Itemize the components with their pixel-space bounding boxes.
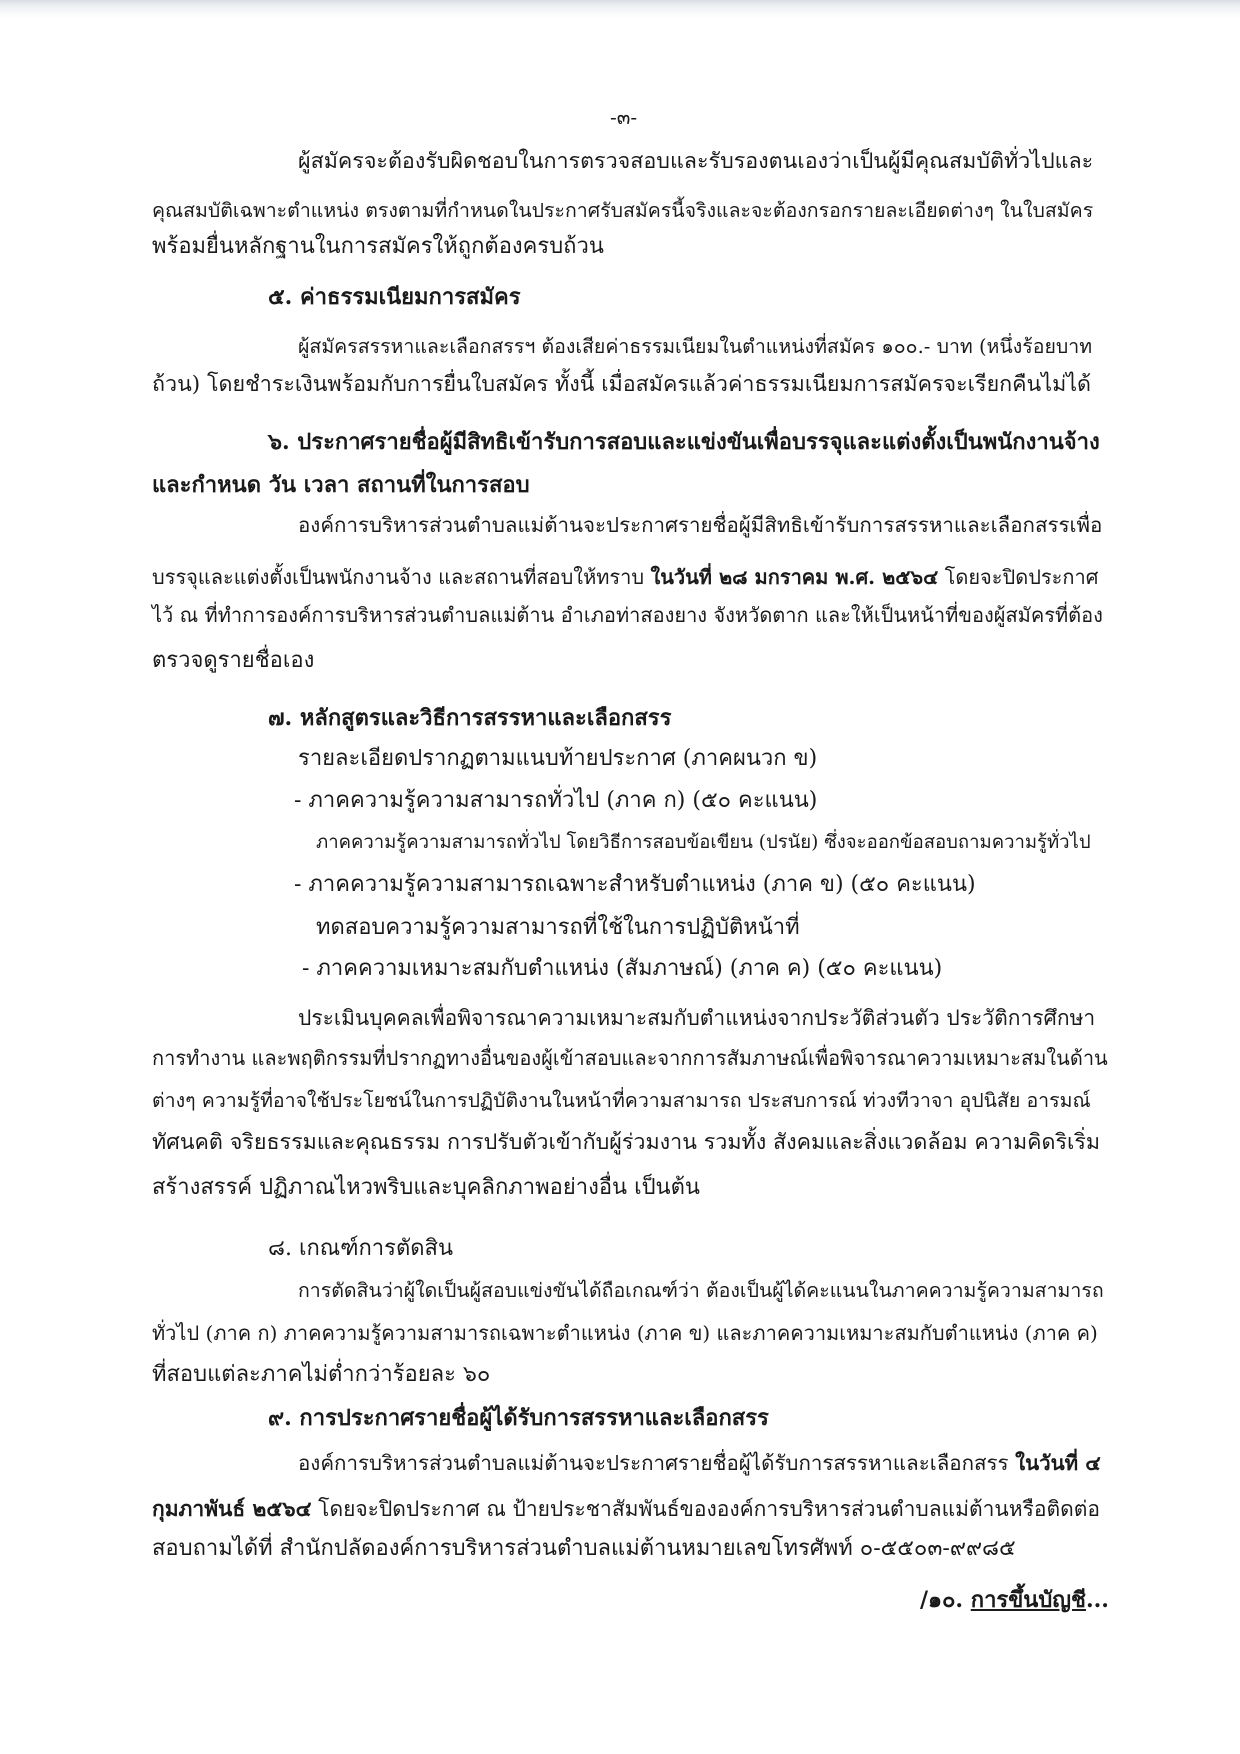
section-9-line-3: สอบถามได้ที่ สำนักปลัดองค์การบริหารส่วนตำบลแม่ต้านหมายเลขโทรศัพท์ ๐-๕๕๐๓-๙๙๘๕ bbox=[152, 1536, 1016, 1561]
section-7-line-7: ประเมินบุคคลเพื่อพิจารณาความเหมาะสมกับตำแหน่งจากประวัติส่วนตัว ประวัติการศึกษา bbox=[298, 1006, 1096, 1030]
intro-line-3: พร้อมยื่นหลักฐานในการสมัครให้ถูกต้องครบถ้วน bbox=[152, 234, 604, 259]
section-9-line-2-text: โดยจะปิดประกาศ ณ ป้ายประชาสัมพันธ์ขององค์การบริหารส่วนตำบลแม่ต้านหรือติดต่อ bbox=[311, 1497, 1100, 1521]
section-6-line-4: ตรวจดูรายชื่อเอง bbox=[152, 648, 315, 673]
continuation-footer bbox=[920, 1585, 1109, 1615]
section-7-line-1: รายละเอียดปรากฏตามแนบท้ายประกาศ (ภาคผนวก ข) bbox=[298, 746, 818, 771]
section-9-line-1 bbox=[298, 1448, 1101, 1478]
section-6-line-2 bbox=[152, 562, 1098, 592]
section-6-line-2-end: โดยจะปิดประกาศ bbox=[938, 565, 1099, 589]
announcement-date: ในวันที่ ๒๘ มกราคม พ.ศ. ๒๕๖๔ bbox=[650, 565, 939, 589]
section-8-line-3: ที่สอบแต่ละภาคไม่ต่ำกว่าร้อยละ ๖๐ bbox=[152, 1362, 491, 1387]
section-7-line-8: การทำงาน และพฤติกรรมที่ปรากฏทางอื่นของผู้เข้าสอบและจากการสัมภาษณ์เพื่อพิจารณาความเหมาะสมในด้าน bbox=[152, 1046, 1108, 1070]
page-number: -๓- bbox=[610, 105, 638, 129]
section-6-heading-2: และกำหนด วัน เวลา สถานที่ในการสอบ bbox=[152, 472, 530, 498]
section-9-heading: ๙. การประกาศรายชื่อผู้ได้รับการสรรหาและเลือกสรร bbox=[268, 1405, 769, 1431]
section-5-heading: ๕. ค่าธรรมเนียมการสมัคร bbox=[268, 284, 521, 310]
result-date-end: กุมภาพันธ์ ๒๕๖๔ bbox=[152, 1496, 312, 1521]
section-7-line-10: ทัศนคติ จริยธรรมและคุณธรรม การปรับตัวเข้ากับผู้ร่วมงาน รวมทั้ง สังคมและสิ่งแวดล้อม ความคิดริเริ่ม bbox=[152, 1130, 1101, 1155]
section-6-line-2-text: บรรจุและแต่งตั้งเป็นพนักงานจ้าง และสถานที่สอบให้ทราบ bbox=[152, 565, 651, 589]
section-9-line-1-text: องค์การบริหารส่วนตำบลแม่ต้านจะประกาศรายชื่อผู้ได้รับการสรรหาและเลือกสรร bbox=[298, 1451, 1016, 1475]
section-8-line-1: การตัดสินว่าผู้ใดเป็นผู้สอบแข่งขันได้ถือเกณฑ์ว่า ต้องเป็นผู้ได้คะแนนในภาคความรู้ความสามารถ bbox=[298, 1279, 1104, 1302]
section-6-line-1: องค์การบริหารส่วนตำบลแม่ต้านจะประกาศรายชื่อผู้มีสิทธิเข้ารับการสรรหาและเลือกสรรเพื่อ bbox=[298, 513, 1103, 537]
continuation-prefix: /๑๐. bbox=[920, 1587, 971, 1613]
section-5-line-1: ผู้สมัครสรรหาและเลือกสรรฯ ต้องเสียค่าธรรมเนียมในตำแหน่งที่สมัคร ๑๐๐.- บาท (หนึ่งร้อยบาท bbox=[298, 335, 1093, 358]
section-9-line-2 bbox=[152, 1494, 1100, 1524]
continuation-suffix: ... bbox=[1085, 1587, 1109, 1613]
section-5-line-2: ถ้วน) โดยชำระเงินพร้อมกับการยื่นใบสมัคร ทั้งนี้ เมื่อสมัครแล้วค่าธรรมเนียมการสมัครจะเรียกคืนไม่ได้ bbox=[152, 372, 1092, 397]
section-7-heading: ๗. หลักสูตรและวิธีการสรรหาและเลือกสรร bbox=[268, 705, 672, 731]
section-7-line-9: ต่างๆ ความรู้ที่อาจใช้ประโยชน์ในการปฏิบัติงานในหน้าที่ความสามารถ ประสบการณ์ ท่วงทีวาจา อุปนิสัย อารมณ์ bbox=[152, 1089, 1091, 1112]
section-6-line-3: ไว้ ณ ที่ทำการองค์การบริหารส่วนตำบลแม่ต้าน อำเภอท่าสองยาง จังหวัดตาก และให้เป็นหน้าที่ของผู้สมัครที่ต้อง bbox=[152, 603, 1103, 627]
continuation-link: การขึ้นบัญชี bbox=[970, 1587, 1086, 1613]
intro-line-1: ผู้สมัครจะต้องรับผิดชอบในการตรวจสอบและรับรองตนเองว่าเป็นผู้มีคุณสมบัติทั่วไปและ bbox=[298, 149, 1094, 174]
intro-line-2: คุณสมบัติเฉพาะตำแหน่ง ตรงตามที่กำหนดในประกาศรับสมัครนี้จริงและจะต้องกรอกรายละเอียดต่างๆ ในใบสมัคร bbox=[152, 199, 1094, 222]
section-7-line-6: - ภาคความเหมาะสมกับตำแหน่ง (สัมภาษณ์) (ภาค ค) (๕๐ คะแนน) bbox=[302, 956, 943, 981]
section-7-line-11: สร้างสรรค์ ปฏิภาณไหวพริบและบุคลิกภาพอย่างอื่น เป็นต้น bbox=[152, 1175, 700, 1200]
section-7-line-4: - ภาคความรู้ความสามารถเฉพาะสำหรับตำแหน่ง (ภาค ข) (๕๐ คะแนน) bbox=[294, 872, 976, 897]
result-date-start: ในวันที่ ๔ bbox=[1015, 1451, 1101, 1475]
section-8-heading: ๘. เกณฑ์การตัดสิน bbox=[268, 1236, 454, 1261]
section-6-heading-1: ๖. ประกาศรายชื่อผู้มีสิทธิเข้ารับการสอบและแข่งขันเพื่อบรรจุและแต่งตั้งเป็นพนักงานจ้าง bbox=[268, 429, 1100, 455]
section-7-line-5: ทดสอบความรู้ความสามารถที่ใช้ในการปฏิบัติหน้าที่ bbox=[316, 915, 800, 940]
scan-edge bbox=[0, 0, 1240, 18]
section-8-line-2: ทั่วไป (ภาค ก) ภาคความรู้ความสามารถเฉพาะตำแหน่ง (ภาค ข) และภาคความเหมาะสมกับตำแหน่ง (ภาค ค) bbox=[152, 1321, 1098, 1345]
section-7-line-3: ภาคความรู้ความสามารถทั่วไป โดยวิธีการสอบข้อเขียน (ปรนัย) ซึ่งจะออกข้อสอบถามความรู้ทั่วไป bbox=[316, 832, 1091, 853]
section-7-line-2: - ภาคความรู้ความสามารถทั่วไป (ภาค ก) (๕๐ คะแนน) bbox=[294, 788, 818, 813]
